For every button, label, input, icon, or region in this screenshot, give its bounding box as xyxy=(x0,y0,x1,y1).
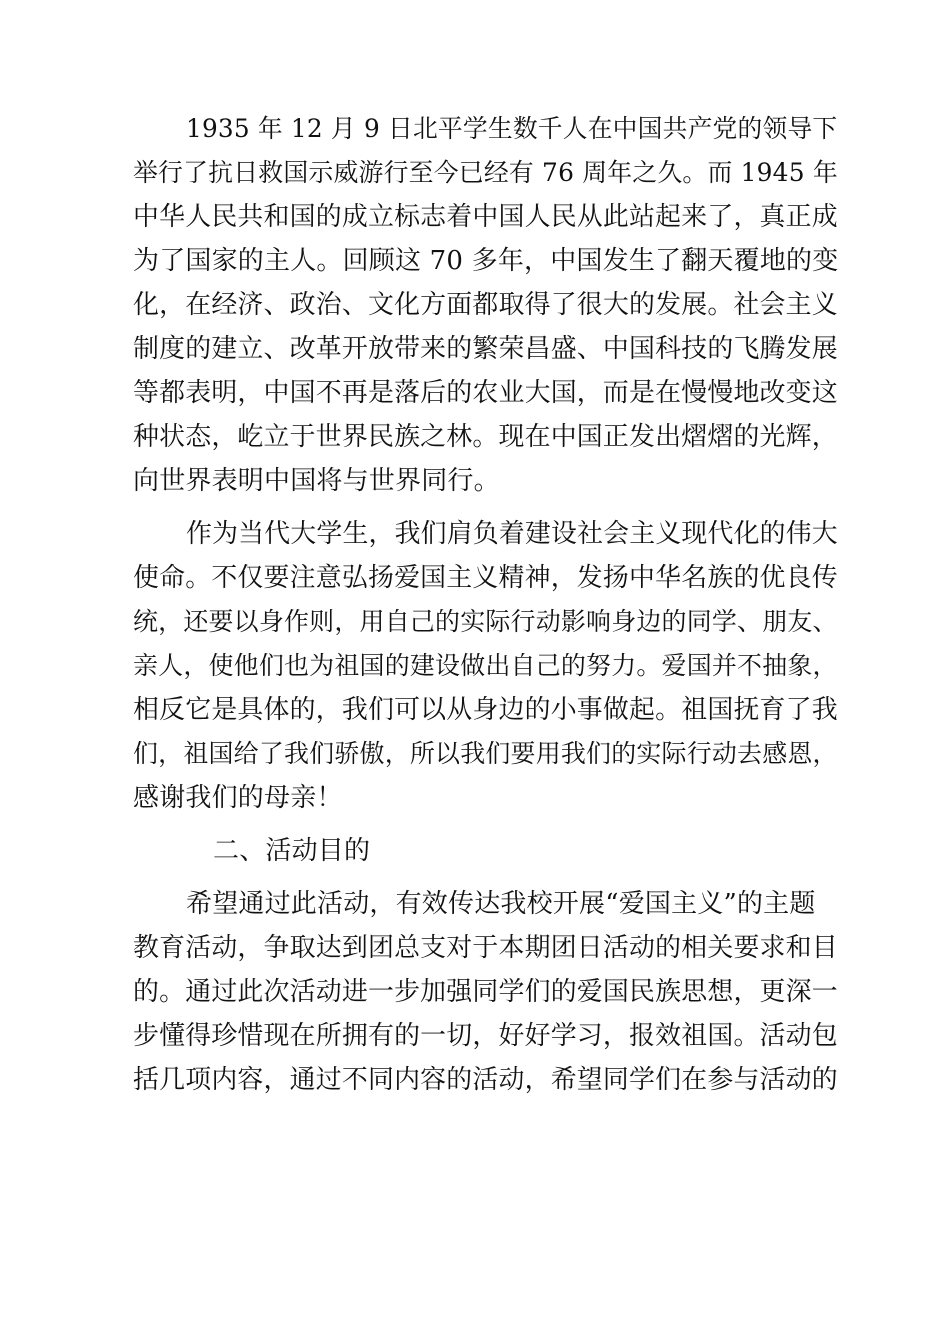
paragraph-gap xyxy=(133,503,833,512)
text-line: 亲人，使他们也为祖国的建设做出自己的努力。爱国并不抽象， xyxy=(133,651,838,680)
text-line: 种状态，屹立于世界民族之林。现在中国正发出熠熠的光辉， xyxy=(133,422,838,452)
document-body xyxy=(133,107,839,1102)
text-line: 步懂得珍惜现在所拥有的一切，好好学习，报效祖国。活动包 xyxy=(133,1021,838,1051)
text-line: 相反它是具体的，我们可以从身边的小事做起。祖国抚育了我 xyxy=(133,695,838,725)
text-line: 中华人民共和国的成立标志着中国人民从此站起来了，真正成 xyxy=(133,202,838,232)
section-heading xyxy=(133,829,833,873)
paragraph xyxy=(133,512,838,820)
paragraph xyxy=(133,107,839,503)
text-line: 向世界表明中国将与世界同行。 xyxy=(133,466,500,496)
text-line: 举行了抗日救国示威游行至今已经有 76 周年之久。而 1945 年 xyxy=(133,158,838,187)
text-line: 感谢我们的母亲！ xyxy=(133,783,343,813)
text-line: 使命。不仅要注意弘扬爱国主义精神，发扬中华名族的优良传 xyxy=(133,563,838,593)
text-line: 二、活动目的 xyxy=(213,836,371,866)
paragraph xyxy=(133,882,838,1102)
text-line: 括几项内容，通过不同内容的活动，希望同学们在参与活动的 xyxy=(133,1065,838,1095)
text-line: 为了国家的主人。回顾这 70 多年，中国发生了翻天覆地的变 xyxy=(133,246,839,276)
text-line: 1935 年 12 月 9 日北平学生数千人在中国共产党的领导下 xyxy=(186,114,838,143)
paragraph-gap xyxy=(133,873,833,882)
text-line: 的。通过此次活动进一步加强同学们的爱国民族思想，更深一 xyxy=(133,977,838,1007)
paragraph-gap xyxy=(133,820,833,829)
text-line: 等都表明，中国不再是落后的农业大国，而是在慢慢地改变这 xyxy=(133,378,838,408)
text-line: 教育活动，争取达到团总支对于本期团日活动的相关要求和目 xyxy=(133,933,838,963)
text-line: 作为当代大学生，我们肩负着建设社会主义现代化的伟大 xyxy=(186,519,838,549)
text-line: 化，在经济、政治、文化方面都取得了很大的发展。社会主义 xyxy=(133,290,838,320)
text-line: 制度的建立、改革开放带来的繁荣昌盛、中国科技的飞腾发展 xyxy=(133,334,838,364)
text-line: 统，还要以身作则，用自己的实际行动影响身边的同学、朋友、 xyxy=(133,607,838,636)
text-line: 们，祖国给了我们骄傲，所以我们要用我们的实际行动去感恩， xyxy=(133,739,838,768)
text-line: 希望通过此活动，有效传达我校开展“爱国主义”的主题 xyxy=(186,889,816,919)
